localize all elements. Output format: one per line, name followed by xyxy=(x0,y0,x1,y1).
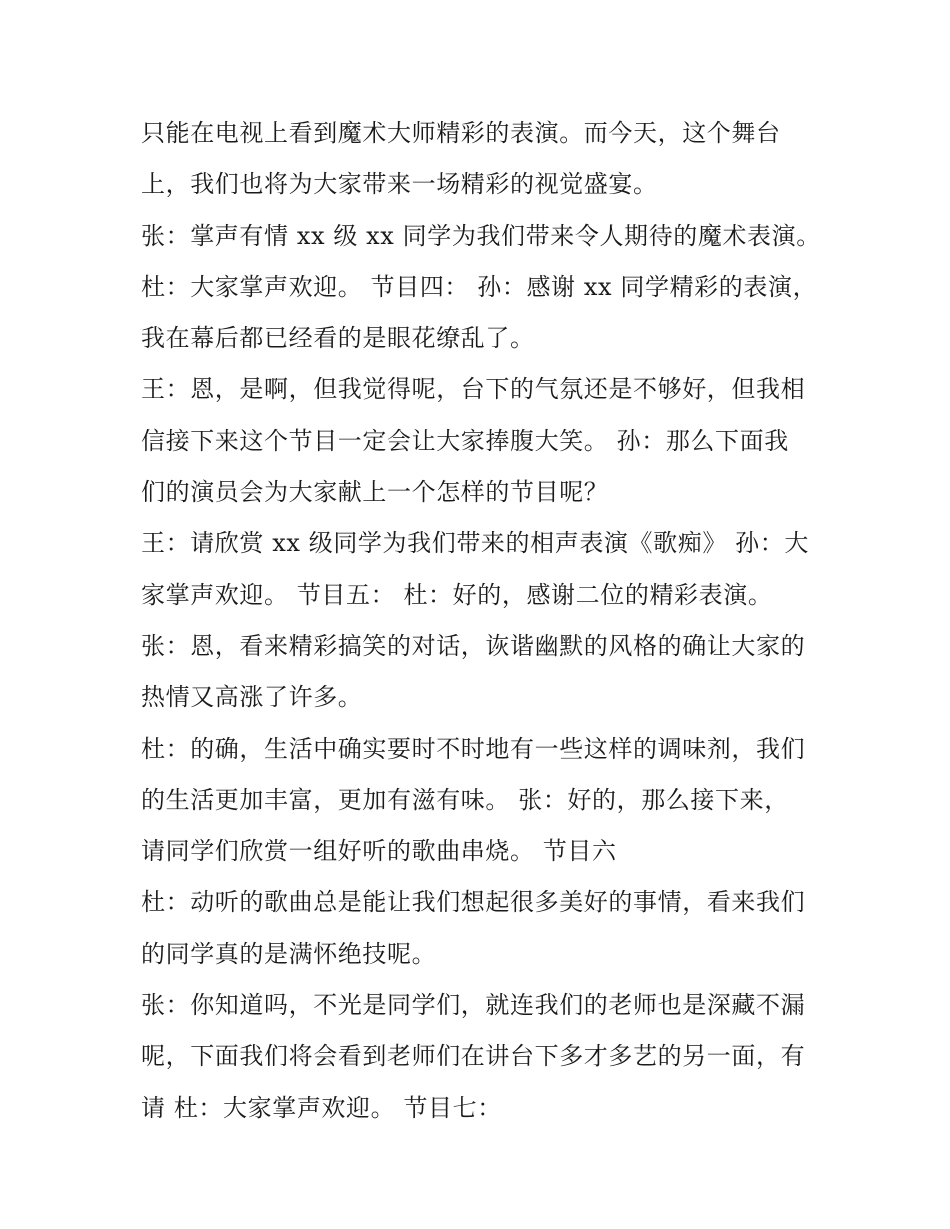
text-line: 信接下来这个节目一定会让大家捧腹大笑。 孙：那么下面我 xyxy=(141,426,789,455)
text-line: 只能在电视上看到魔术大师精彩的表演。而今天，这个舞台 xyxy=(141,119,781,147)
text-line: 的生活更加丰富，更加有滋有味。 张：好的，那么接下来， xyxy=(141,785,789,814)
text-line: 上，我们也将为大家带来一场精彩的视觉盛宴。 xyxy=(141,170,658,199)
text-line: 杜：的确，生活中确实要时不时地有一些这样的调味剂，我们 xyxy=(141,734,806,763)
text-line: 杜：大家掌声欢迎。 节目四： 孙：感谢 xx 同学精彩的表演， xyxy=(141,272,818,301)
text-line: 家掌声欢迎。 节目五： 杜：好的，感谢二位的精彩表演。 xyxy=(141,580,773,609)
text-line: 的同学真的是满怀绝技呢。 xyxy=(141,939,437,968)
text-line: 杜：动听的歌曲总是能让我们想起很多美好的事情，看来我们 xyxy=(141,888,806,917)
text-line: 呢，下面我们将会看到老师们在讲台下多才多艺的另一面，有 xyxy=(141,1042,806,1071)
text-line: 我在幕后都已经看的是眼花缭乱了。 xyxy=(141,324,535,353)
text-line: 王：请欣赏 xx 级同学为我们带来的相声表演《歌痴》 孙：大 xyxy=(141,529,809,558)
text-line: 张：恩，看来精彩搞笑的对话，诙谐幽默的风格的确让大家的 xyxy=(141,631,806,660)
text-line: 王：恩，是啊，但我觉得呢，台下的气氛还是不够好，但我相 xyxy=(141,375,806,404)
document-body xyxy=(141,108,831,1134)
text-line: 热情又高涨了许多。 xyxy=(141,683,363,712)
text-line: 张：你知道吗，不光是同学们，就连我们的老师也是深藏不漏 xyxy=(141,991,806,1020)
text-line: 请同学们欣赏一组好听的歌曲串烧。 节目六 xyxy=(141,837,617,866)
text-line: 请 杜：大家掌声欢迎。 节目七： xyxy=(141,1093,502,1122)
text-line: 张：掌声有情 xx 级 xx 同学为我们带来令人期待的魔术表演。 xyxy=(141,221,821,250)
text-line: 们的演员会为大家献上一个怎样的节目呢？ xyxy=(141,478,609,507)
